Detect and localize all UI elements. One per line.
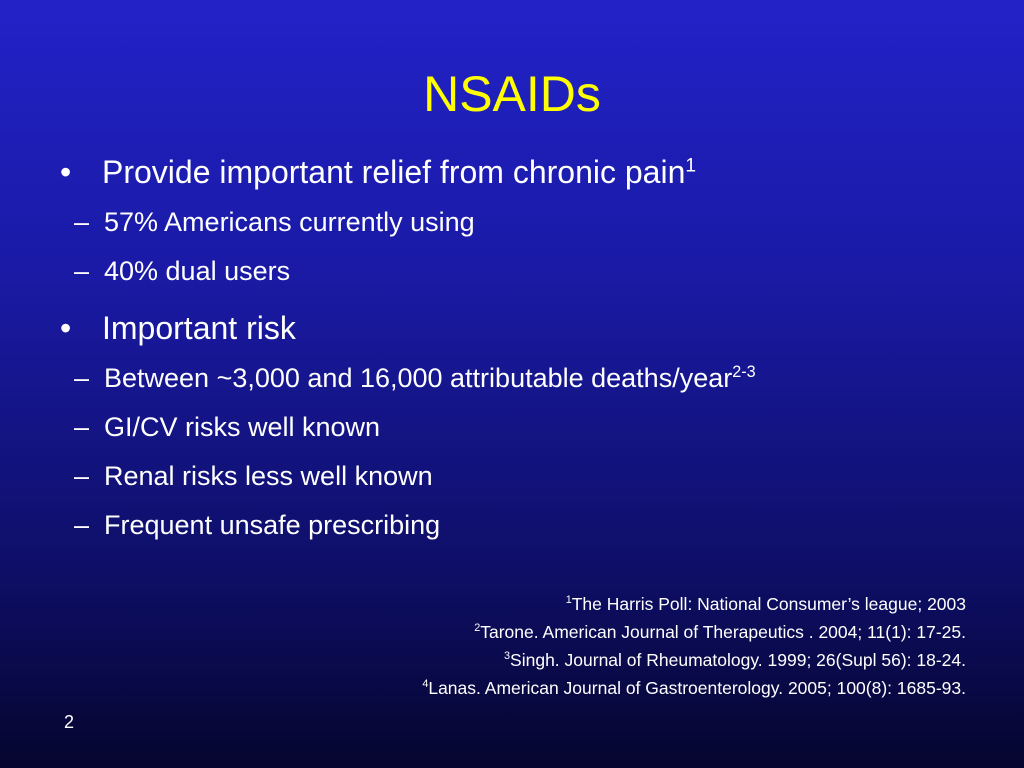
sub-item xyxy=(60,452,1000,501)
sub-item-text: Between ~3,000 and 16,000 attributable deaths/year xyxy=(104,363,733,393)
bullet-icon: • xyxy=(60,310,72,346)
sub-item xyxy=(60,354,1000,403)
bullet-item-relief xyxy=(60,146,1000,198)
reference-number: 1 xyxy=(565,594,572,607)
reference-text: Singh. Journal of Rheumatology. 1999; 26(Supl 56): 18-24. xyxy=(510,650,966,670)
reference-line xyxy=(422,590,966,618)
sub-item-text: GI/CV risks well known xyxy=(104,412,381,442)
page-number: 2 xyxy=(64,712,75,732)
reference-line xyxy=(422,646,966,674)
reference-text: The Harris Poll: National Consumer’s league; 2003 xyxy=(571,594,966,614)
bullet-text: Provide important relief from chronic pain xyxy=(102,154,686,190)
reference-number: 3 xyxy=(504,650,511,663)
references xyxy=(422,590,966,702)
sub-item xyxy=(60,501,1000,550)
citation-superscript: 2-3 xyxy=(732,363,756,381)
dash-icon: – xyxy=(74,510,90,540)
sub-list-relief xyxy=(60,198,1000,296)
reference-text: Lanas. American Journal of Gastroenterology. 2005; 100(8): 1685-93. xyxy=(428,678,966,698)
dash-icon: – xyxy=(74,256,90,286)
bullet-list xyxy=(60,146,1000,556)
sub-item xyxy=(60,247,1000,296)
bullet-text: Important risk xyxy=(102,310,296,346)
reference-line xyxy=(422,618,966,646)
dash-icon: – xyxy=(74,461,90,491)
sub-item xyxy=(60,403,1000,452)
reference-line xyxy=(422,674,966,702)
bullet-item-risk xyxy=(60,302,1000,354)
dash-icon: – xyxy=(74,207,90,237)
bullet-icon: • xyxy=(60,154,72,190)
dash-icon: – xyxy=(74,363,90,393)
sub-item-text: Frequent unsafe prescribing xyxy=(104,510,441,540)
dash-icon: – xyxy=(74,412,90,442)
reference-number: 2 xyxy=(474,622,481,635)
citation-superscript: 1 xyxy=(685,155,697,177)
reference-number: 4 xyxy=(422,678,429,691)
reference-text: Tarone. American Journal of Therapeutics . 2004; 11(1): 17-25. xyxy=(480,622,966,642)
sub-item-text: 40% dual users xyxy=(104,256,291,286)
sub-item-text: 57% Americans currently using xyxy=(104,207,475,237)
sub-item-text: Renal risks less well known xyxy=(104,461,433,491)
slide-title: NSAIDs xyxy=(423,66,601,122)
sub-item xyxy=(60,198,1000,247)
sub-list-risk xyxy=(60,354,1000,550)
